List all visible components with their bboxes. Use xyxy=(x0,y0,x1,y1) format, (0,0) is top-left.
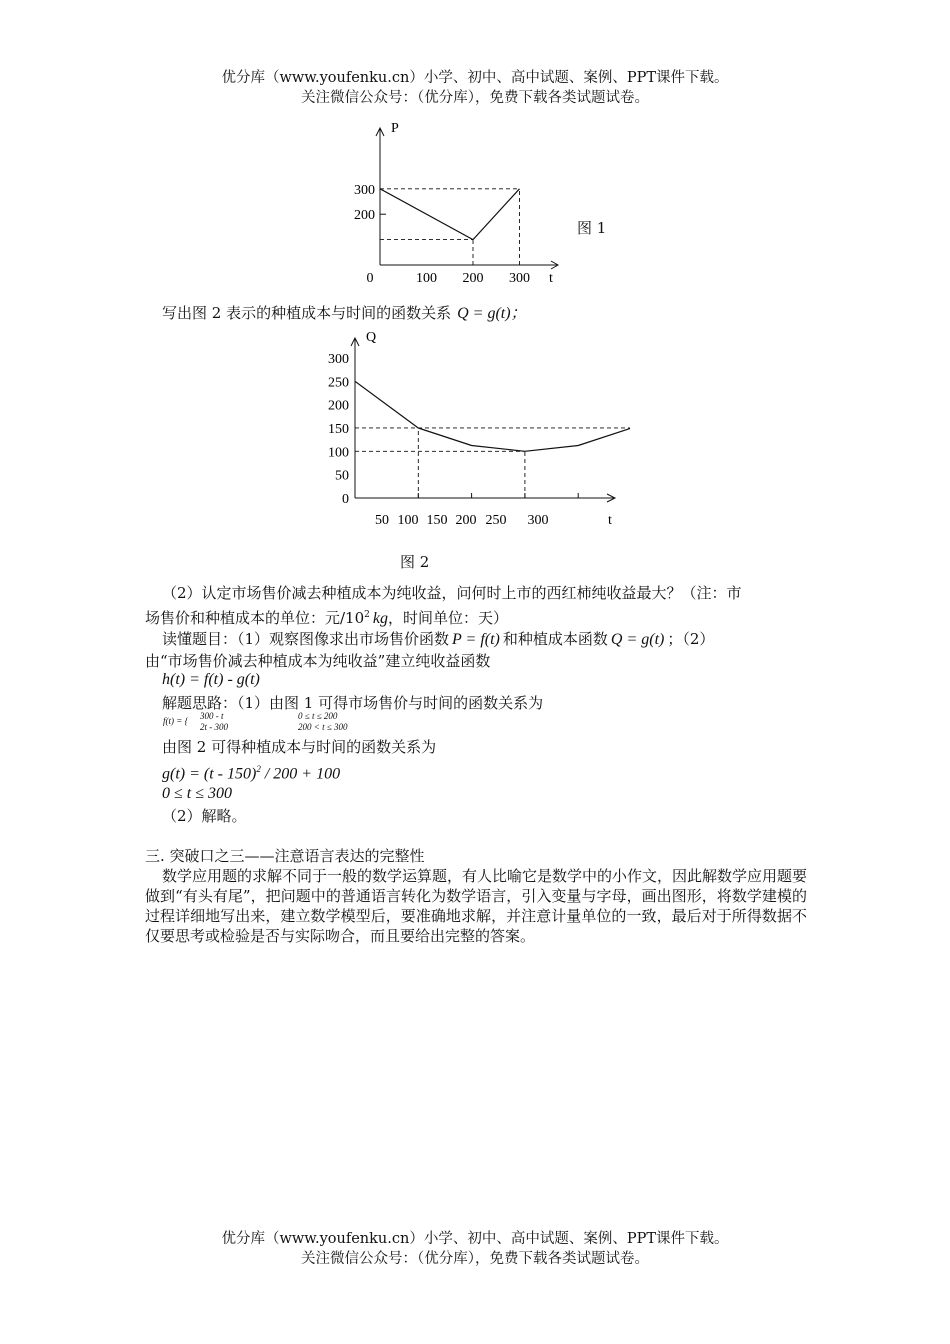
figure-1-caption: 图 1 xyxy=(577,219,607,237)
g-formula-sup: 2 xyxy=(256,764,261,774)
section-3-title: 三. 突破口之三——注意语言表达的完整性 xyxy=(145,847,425,865)
x-tick-label: 200 xyxy=(455,513,477,528)
x-tick-label: 0 xyxy=(366,271,374,286)
reading-text-b: 和种植成本函数 xyxy=(502,630,608,648)
reading-formula-h: h(t) = f(t) - g(t) xyxy=(162,671,260,688)
y-tick-label: 150 xyxy=(328,421,349,437)
x-tick-label: 100 xyxy=(397,513,419,528)
reading-text-c: ；（2） xyxy=(667,630,715,648)
q2-line2a: 场售价和种植成本的单位：元/10 xyxy=(145,609,365,627)
x-tick-label: 300 xyxy=(527,513,549,528)
x-tick-label: 200 xyxy=(462,271,484,286)
series-curve-0 xyxy=(355,381,630,451)
x-tick-label: 250 xyxy=(485,513,507,528)
g-formula-main: g(t) = (t - 150) xyxy=(162,765,257,783)
y-tick-label: 50 xyxy=(335,468,349,484)
piecewise-cond-2: 200 < t ≤ 300 xyxy=(298,722,348,732)
q2-unit: kg xyxy=(372,610,388,627)
y-tick-label: 250 xyxy=(328,375,349,391)
q2-line2b: ，时间单位：天） xyxy=(388,609,509,627)
figure-2-caption: 图 2 xyxy=(400,553,430,571)
domain-formula: 0 ≤ t ≤ 300 xyxy=(162,785,233,802)
piecewise-cond-1: 0 ≤ t ≤ 200 xyxy=(298,711,338,721)
reading-text-a: 读懂题目：（1）观察图像求出市场售价函数 xyxy=(162,630,450,648)
section-3-body: 数学应用题的求解不同于一般的数学运算题，有人比喻它是数学中的小作文，因此解数学应用题要做到“有头有尾”，把问题中的普通语言转化为数学语言，引入变量与字母，画出图形，将数学建模的过程详细地写出来，建立数学模型后，要准确地求解，并注意计量单位的一致，最后对于所得数据不仅要思考或检验是否与实际吻合，而且要给出完整的答案。 xyxy=(145,867,808,945)
page-footer-line1: 优分库（www.youfenku.cn）小学、初中、高中试题、案例、PPT课件下载。 xyxy=(221,1231,729,1247)
x-tick-label: 50 xyxy=(375,513,389,528)
question-1-text: 写出图 2 表示的种植成本与时间的函数关系 xyxy=(162,304,452,322)
solution-line1: 解题思路：（1）由图 1 可得市场售价与时间的函数关系为 xyxy=(162,694,544,712)
y-axis-label: P xyxy=(391,121,399,136)
question-1-math: Q = g(t)； xyxy=(457,305,527,322)
y-axis-label: Q xyxy=(366,330,377,345)
piecewise-expr-2: 2t - 300 xyxy=(200,722,228,732)
y-tick-label: 300 xyxy=(328,351,349,367)
q2-line2 xyxy=(145,605,508,629)
y-tick-label: 0 xyxy=(342,492,349,507)
figure-1-chart xyxy=(340,118,570,293)
y-tick-label: 200 xyxy=(354,208,375,224)
question-1-line xyxy=(162,303,527,324)
y-tick-label: 100 xyxy=(328,445,349,461)
q2-line1: （2）认定市场售价减去种植成本为纯收益，问何时上市的西红柿纯收益最大？（注：市 xyxy=(162,584,742,602)
solution-line2: 由图 2 可得种植成本与时间的函数关系为 xyxy=(162,738,437,756)
reading-line2: 由“市场售价减去种植成本为纯收益”建立纯收益函数 xyxy=(145,652,491,670)
piecewise-expr-1: 300 - t xyxy=(200,711,224,721)
g-formula xyxy=(162,759,340,784)
y-tick-label: 200 xyxy=(328,398,349,414)
x-axis-label: t xyxy=(608,513,612,528)
reading-math-q: Q = g(t) xyxy=(610,631,665,648)
series-line-0 xyxy=(380,189,520,240)
q2-sup: 2 xyxy=(364,610,370,620)
reading-line1 xyxy=(162,629,714,650)
x-tick-label: 300 xyxy=(509,271,530,286)
figure-2-chart xyxy=(320,326,630,534)
x-tick-label: 100 xyxy=(416,271,437,286)
y-tick-label: 300 xyxy=(354,182,375,198)
page-header-line1: 优分库（www.youfenku.cn）小学、初中、高中试题、案例、PPT课件下载。 xyxy=(221,70,729,86)
solution-part2: （2）解略。 xyxy=(162,807,247,825)
x-axis-label: t xyxy=(549,271,553,286)
x-tick-label: 150 xyxy=(426,513,448,528)
page-header-line2: 关注微信公众号：（优分库），免费下载各类试题试卷。 xyxy=(301,90,649,106)
piecewise-lhs: f(t) = { xyxy=(163,716,189,726)
g-formula-tail: / 200 + 100 xyxy=(260,765,341,783)
reading-math-p: P = f(t) xyxy=(452,631,500,648)
page-footer-line2: 关注微信公众号：（优分库），免费下载各类试题试卷。 xyxy=(301,1251,649,1267)
